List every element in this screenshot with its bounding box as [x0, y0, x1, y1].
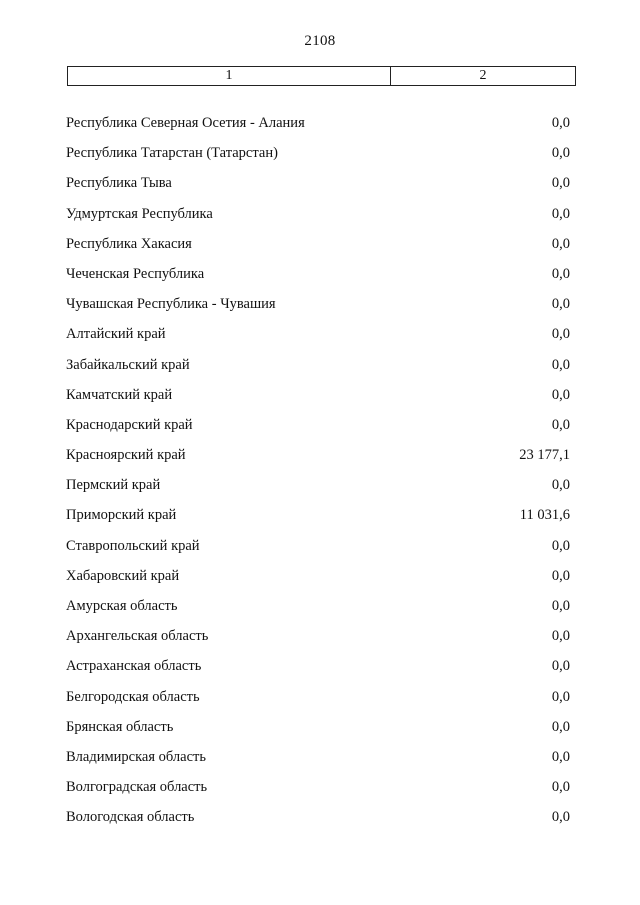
region-name: Волгоградская область: [66, 779, 208, 796]
region-value: 0,0: [551, 567, 570, 584]
region-value: 0,0: [551, 416, 570, 433]
table-row: [0, 113, 640, 143]
table-row: [0, 204, 640, 234]
table-row: [0, 536, 640, 566]
region-value: 0,0: [551, 356, 570, 373]
region-name: Краснодарский край: [66, 416, 193, 433]
region-name: Амурская область: [66, 598, 178, 614]
region-value: 0,0: [551, 296, 570, 313]
region-name: Пермский край: [66, 477, 161, 494]
table-row: [0, 324, 640, 354]
table-row: [0, 505, 640, 535]
region-name: Приморский край: [66, 507, 177, 524]
region-name: Чеченская Республика: [66, 265, 205, 282]
table-row: [0, 566, 640, 596]
region-value: 0,0: [551, 779, 570, 796]
table-row: [0, 294, 640, 324]
region-value: 0,0: [551, 326, 570, 343]
region-name: Удмуртская Республика: [66, 205, 213, 222]
column-header-table: [67, 66, 576, 86]
table-row: [0, 143, 640, 173]
region-name: Хабаровский край: [66, 567, 180, 584]
column-header-1: 1: [68, 67, 391, 85]
region-value: 0,0: [551, 115, 570, 131]
table-row: [0, 173, 640, 203]
region-name: Республика Татарстан (Татарстан): [66, 145, 278, 162]
region-name: Вологодская область: [66, 809, 195, 826]
table-row: [0, 234, 640, 264]
table-row: [0, 596, 640, 626]
region-name: Брянская область: [66, 718, 174, 735]
region-name: Ставропольский край: [66, 537, 200, 554]
table-row: [0, 747, 640, 777]
region-value: 0,0: [551, 265, 570, 282]
table-row: [0, 385, 640, 415]
region-name: Камчатский край: [66, 386, 173, 403]
region-table: [0, 113, 640, 838]
table-row: [0, 626, 640, 656]
region-value: 0,0: [551, 628, 570, 645]
table-row: [0, 717, 640, 747]
region-name: Забайкальский край: [66, 356, 190, 373]
column-header-2: 2: [479, 68, 487, 83]
region-name: Алтайский край: [66, 326, 166, 343]
region-name: Владимирская область: [66, 748, 206, 765]
table-row: [0, 415, 640, 445]
region-value: 0,0: [551, 205, 570, 222]
table-row: [0, 807, 640, 837]
region-name: Чувашская Республика - Чувашия: [66, 296, 276, 313]
table-row: [0, 264, 640, 294]
region-value: 0,0: [551, 175, 570, 192]
region-value: 0,0: [551, 748, 570, 765]
region-value: 0,0: [551, 477, 570, 494]
region-name: Архангельская область: [66, 628, 209, 645]
region-value: 0,0: [551, 718, 570, 735]
table-row: [0, 777, 640, 807]
table-row: [0, 445, 640, 475]
region-value: 11 031,6: [519, 507, 570, 524]
table-row: [0, 355, 640, 385]
region-value: 0,0: [551, 386, 570, 403]
region-name: Республика Хакасия: [66, 235, 192, 252]
region-value: 0,0: [551, 235, 570, 252]
region-value: 0,0: [551, 537, 570, 554]
table-row: [0, 656, 640, 686]
table-row: [0, 687, 640, 717]
region-value: 0,0: [551, 688, 570, 705]
region-value: 0,0: [551, 598, 570, 614]
region-name: Белгородская область: [66, 688, 200, 705]
region-value: 0,0: [551, 145, 570, 162]
region-name: Астраханская область: [66, 658, 202, 675]
table-row: [0, 475, 640, 505]
region-value: 0,0: [551, 809, 570, 826]
region-name: Красноярский край: [66, 447, 186, 464]
region-name: Республика Северная Осетия - Алания: [66, 115, 305, 131]
region-value: 0,0: [551, 658, 570, 675]
page-number: 2108: [304, 33, 336, 49]
region-name: Республика Тыва: [66, 175, 172, 192]
region-value: 23 177,1: [519, 447, 570, 464]
